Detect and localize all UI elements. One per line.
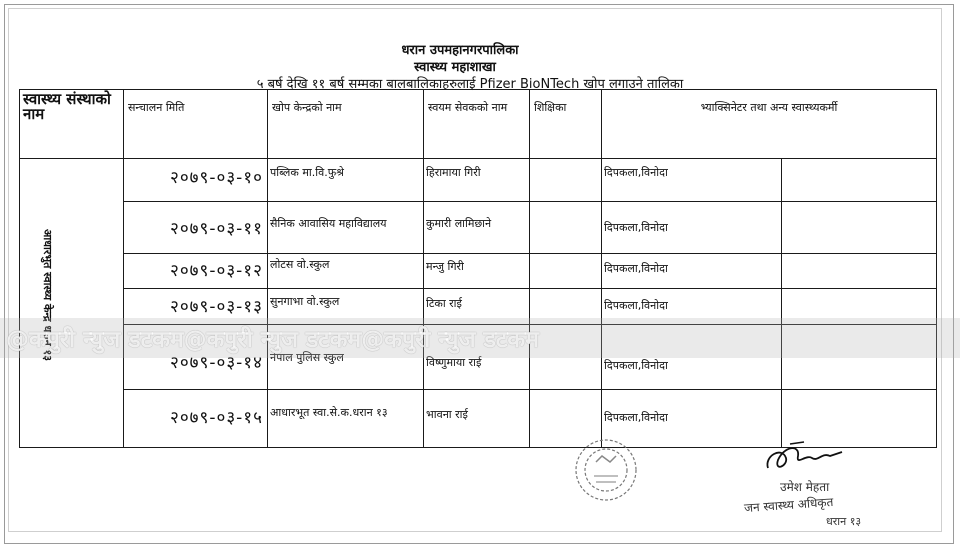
center-cell: पब्लिक मा.वि.फुश्रे <box>268 159 424 202</box>
signatory-place: धरान १३ <box>826 515 862 528</box>
col-header-date: सन्चालन मिति <box>124 90 268 159</box>
vaccinator-cell: दिपकला,विनोदा <box>602 390 782 448</box>
office-title: धरान उपमहानगरपालिका <box>401 43 519 58</box>
date-cell: २०७९-०३-१० <box>124 159 268 202</box>
teacher-cell <box>530 159 602 202</box>
extra-cell <box>782 159 937 202</box>
volunteer-cell: कुमारी लामिछाने <box>424 202 530 254</box>
vaccinator-cell: दिपकला,विनोदा <box>602 325 782 390</box>
signature-icon <box>760 438 850 478</box>
center-cell: सुनगाभा वो.स्कुल <box>268 289 424 325</box>
center-cell: सैनिक आवासिय महाविद्यालय <box>268 202 424 254</box>
date-cell: २०७९-०३-१४ <box>124 325 268 390</box>
table-row <box>20 202 937 254</box>
volunteer-cell: भावना राई <box>424 390 530 448</box>
extra-cell <box>782 254 937 289</box>
table-row <box>20 254 937 289</box>
col-header-volunteer: स्वयम सेवकको नाम <box>424 90 530 159</box>
vaccinator-cell: दिपकला,विनोदा <box>602 202 782 254</box>
volunteer-cell: हिरामाया गिरी <box>424 159 530 202</box>
col-header-vaccinator: भ्याक्सिनेटर तथा अन्य स्वास्थ्यकर्मी <box>602 90 937 159</box>
vaccination-schedule-table <box>19 89 937 448</box>
division-title: स्वास्थ्य महाशाखा <box>414 60 496 75</box>
col-header-center: खोप केन्द्रको नाम <box>268 90 424 159</box>
extra-cell <box>782 202 937 254</box>
center-cell: लोटस वो.स्कुल <box>268 254 424 289</box>
vaccinator-cell: दिपकला,विनोदा <box>602 254 782 289</box>
col-header-teacher: शिक्षिका <box>530 90 602 159</box>
teacher-cell <box>530 254 602 289</box>
date-cell: २०७९-०३-११ <box>124 202 268 254</box>
volunteer-cell: टिका राई <box>424 289 530 325</box>
center-cell: आधारभूत स्वा.से.क.धरान १३ <box>268 390 424 448</box>
center-cell: नेपाल पुलिस स्कुल <box>268 325 424 390</box>
signatory-title: जन स्वास्थ्य अधिकृत <box>743 494 834 516</box>
schedule-title: ५ बर्ष देखि ११ बर्ष सम्मका बालबालिकाहरुलाई Pfizer BioNTech खोप लगाउने तालिका <box>256 77 684 92</box>
volunteer-cell: विष्णुमाया राई <box>424 325 530 390</box>
vaccinator-cell: दिपकला,विनोदा <box>602 159 782 202</box>
date-cell: २०७९-०३-१३ <box>124 289 268 325</box>
table-header-row <box>20 90 937 159</box>
org-name-vertical: आधारभुत स्वास्थ्य केन्द्र धरान १३ <box>41 229 54 361</box>
date-cell: २०७९-०३-१२ <box>124 254 268 289</box>
watermark-text: @कपुरी न्युज डटकम@कपुरी न्युज डटकम@कपुरी न्युज डटकम <box>6 327 539 353</box>
signatory-name: उमेश मेहता <box>780 480 830 494</box>
col-header-org: स्वास्थ्य संस्थाको नाम <box>20 90 124 159</box>
table-row <box>20 159 937 202</box>
date-cell: २०७९-०३-१५ <box>124 390 268 448</box>
volunteer-cell: मन्जु गिरी <box>424 254 530 289</box>
teacher-cell <box>530 202 602 254</box>
org-name-cell <box>20 159 124 448</box>
office-stamp-icon <box>566 432 646 512</box>
vaccinator-cell: दिपकला,विनोदा <box>602 289 782 325</box>
